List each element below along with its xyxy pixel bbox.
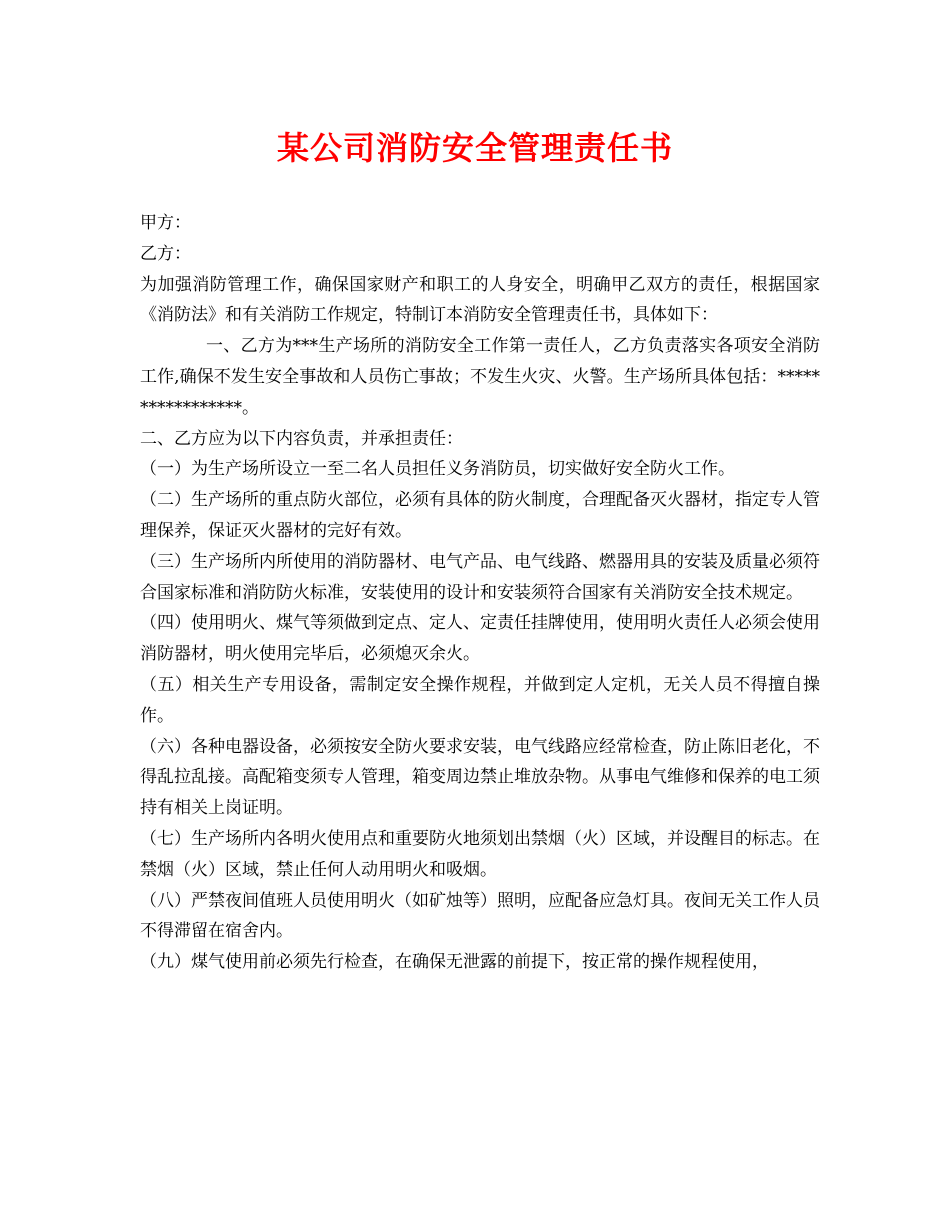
document-title: 某公司消防安全管理责任书 [276, 129, 673, 167]
party-a-line: 甲方： [140, 213, 191, 233]
party-b-line: 乙方： [140, 243, 191, 264]
document-body [140, 208, 820, 978]
clause-item: （八）严禁夜间值班人员使用明火（如矿烛等）照明，应配备应急灯具。夜间无关工作人员不得滞留在宿舍内。 [140, 890, 820, 942]
intro-paragraph: 为加强消防管理工作，确保国家财产和职工的人身安全，明确甲乙双方的责任，根据国家《消防法》和有关消防工作规定，特制订本消防安全管理责任书，具体如下： [140, 274, 820, 326]
clause-item: （三）生产场所内所使用的消防器材、电气产品、电气线路、燃器用具的安装及质量必须符合国家标准和消防防火标准，安装使用的设计和安装须符合国家有关消防安全技术规定。 [140, 551, 820, 603]
clause-item: （七）生产场所内各明火使用点和重要防火地须划出禁烟（火）区域，并设醒目的标志。在禁烟（火）区域，禁止任何人动用明火和吸烟。 [140, 828, 820, 880]
clause-1: 一、乙方为***生产场所的消防安全工作第一责任人，乙方负责落实各项安全消防工作,确保不发生安全事故和人员伤亡事故；不发生火灾、火警。生产场所具体包括：*****************。 [140, 336, 820, 418]
clause-item: （二）生产场所的重点防火部位，必须有具体的防火制度，合理配备灭火器材，指定专人管理保养，保证灭火器材的完好有效。 [140, 490, 820, 541]
clause-item: （六）各种电器设备，必须按安全防火要求安装，电气线路应经常检查，防止陈旧老化，不得乱拉乱接。高配箱变须专人管理，箱变周边禁止堆放杂物。从事电气维修和保养的电工须持有相关上岗证明。 [140, 736, 820, 819]
clause-item: （四）使用明火、煤气等须做到定点、定人、定责任挂牌使用，使用明火责任人必须会使用消防器材，明火使用完毕后，必须熄灭余火。 [140, 613, 820, 665]
clause-item: （九）煤气使用前必须先行检查，在确保无泄露的前提下，按正常的操作规程使用， [140, 952, 769, 973]
clause-2: 二、乙方应为以下内容负责，并承担责任： [140, 428, 463, 449]
clause-item: （五）相关生产专用设备，需制定安全操作规程，并做到定人定机，无关人员不得擅自操作。 [140, 674, 820, 726]
clause-item: （一）为生产场所设立一至二名人员担任义务消防员，切实做好安全防火工作。 [140, 459, 735, 480]
